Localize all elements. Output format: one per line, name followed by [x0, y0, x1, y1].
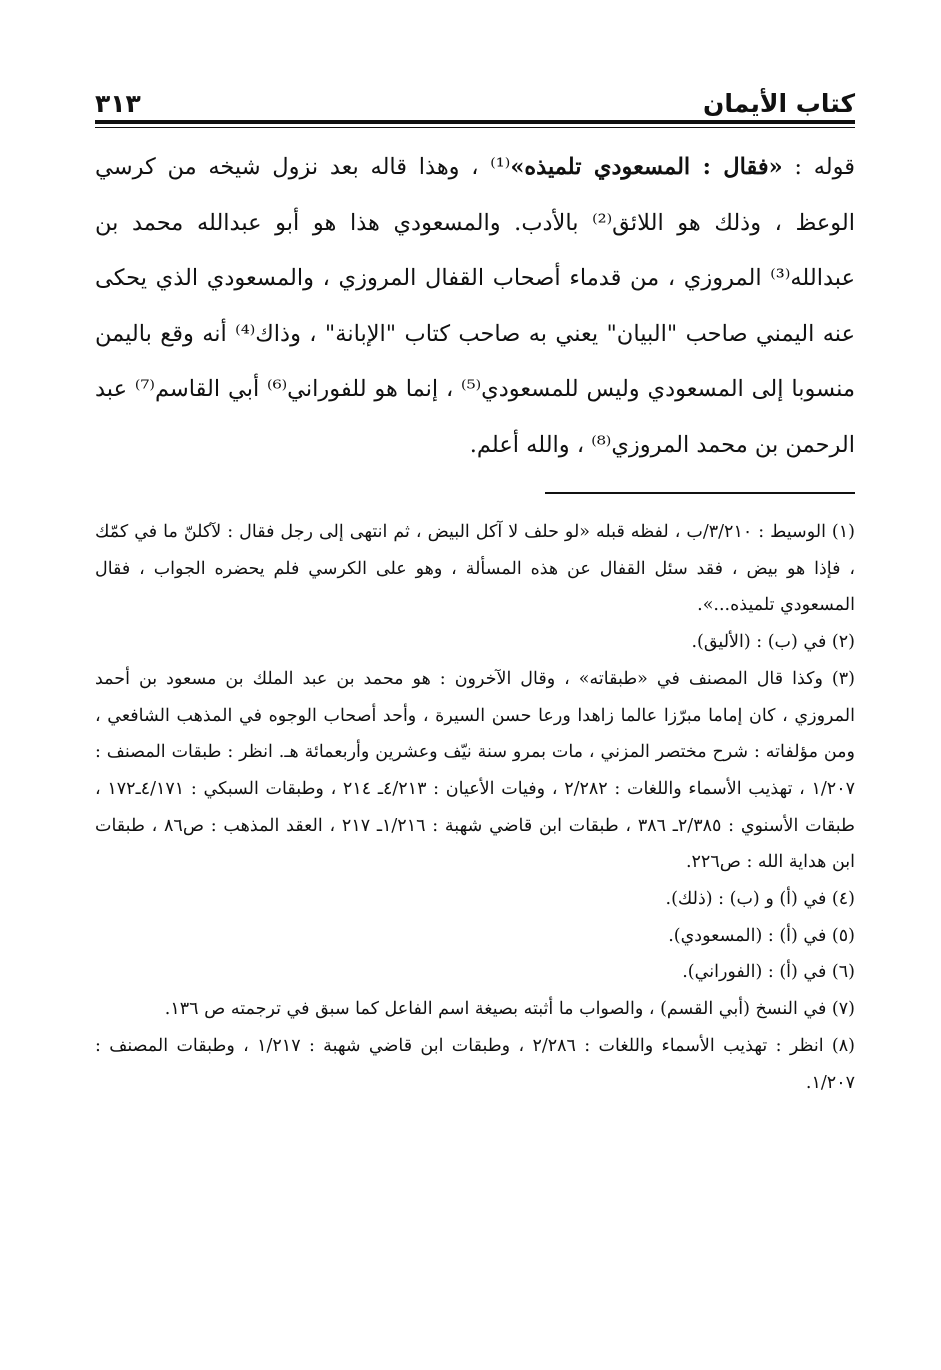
page-number: ٣١٣	[95, 89, 141, 118]
footnote-1: (١) الوسيط : ٣/٢١٠/ب ، لفظه قبله «لو حلف لا آكل البيض ، ثم انتهى إلى رجل فقال : لآكلنّ ما في كمّك ، فإذا هو بيض ، فقد سئل القفال عن هذه المسألة ، وهو على الكرسي فلم يحضره الجواب ، فقال المسعودي تلميذه...».	[95, 522, 855, 616]
header-rule-thick	[95, 120, 855, 124]
main-intro: قوله :	[782, 154, 855, 180]
main-paragraph	[95, 140, 855, 473]
footnote-5: (٥) في (أ) : (المسعودي).	[668, 925, 855, 946]
header-rule-thin	[95, 127, 855, 128]
footnotes	[95, 514, 855, 1101]
main-text	[95, 140, 855, 473]
footnote-8: (٨) انظر : تهذيب الأسماء واللغات : ٢/٢٨٦ ، وطبقات ابن قاضي شهبة : ١/٢١٧ ، وطبقات المصنف : ١/٢٠٧.	[95, 1035, 855, 1093]
page-header	[95, 78, 855, 118]
quoted-phrase: «فقال : المسعودي تلميذه»	[510, 154, 783, 180]
running-title: كتاب الأيمان	[702, 89, 855, 118]
footnote-4: (٤) في (أ) و (ب) : (ذلك).	[665, 889, 855, 910]
footnote-2: (٢) في (ب) : (الأليق).	[691, 632, 855, 653]
footnote-separator	[545, 492, 855, 494]
footnote-3: (٣) وكذا قال المصنف في «طبقاته» ، وقال الآخرون : هو محمد بن عبد الملك بن مسعود بن أحمد المروزي ، كان إماما مبرّزا عالما زاهدا ورعا حسن السيرة ، وأحد أصحاب الوجوه في المذهب الشافعي ، ومن مؤلفاته : شرح مختصر المزني ، مات بمرو سنة نيّف وعشرين وأربعمائة هـ. انظر : طبقات المصنف : ١/٢٠٧ ، تهذيب الأسماء واللغات : ٢/٢٨٢ ، وفيات الأعيان : ٤/٢١٣ـ ٢١٤ ، وطبقات السبكي : ٤/١٧١ـ١٧٢ ، طبقات الأسنوي : ٢/٣٨٥ـ ٣٨٦ ، طبقات ابن قاضي شهبة : ١/٢١٦ـ ٢١٧ ، العقد المذهب : ص٨٦ ، طبقات ابن هداية الله : ص٢٢٦.	[95, 668, 855, 873]
footnote-7: (٧) في النسخ (أبي القسم) ، والصواب ما أثبته بصيغة اسم الفاعل كما سبق في ترجمته ص ١٣٦.	[164, 999, 855, 1020]
footnote-6: (٦) في (أ) : (الفوراني).	[682, 962, 855, 983]
main-body: ⁽¹⁾ ، وهذا قاله بعد نزول شيخه من كرسي الوعظ ، وذلك هو اللائق⁽²⁾ بالأدب. والمسعودي هذا هو أبو عبدالله محمد بن عبدالله⁽³⁾ المروزي ، من قدماء أصحاب القفال المروزي ، والمسعودي الذي يحكى عنه اليمني صاحب "البيان" يعني به صاحب كتاب "الإبانة" ، وذاك⁽⁴⁾ أنه وقع باليمن منسوبا إلى المسعودي وليس للمسعودي⁽⁵⁾ ، إنما هو للفوراني⁽⁶⁾ أبي القاسم⁽⁷⁾ عبد الرحمن بن محمد المروزي⁽⁸⁾ ، والله أعلم.	[95, 154, 856, 458]
